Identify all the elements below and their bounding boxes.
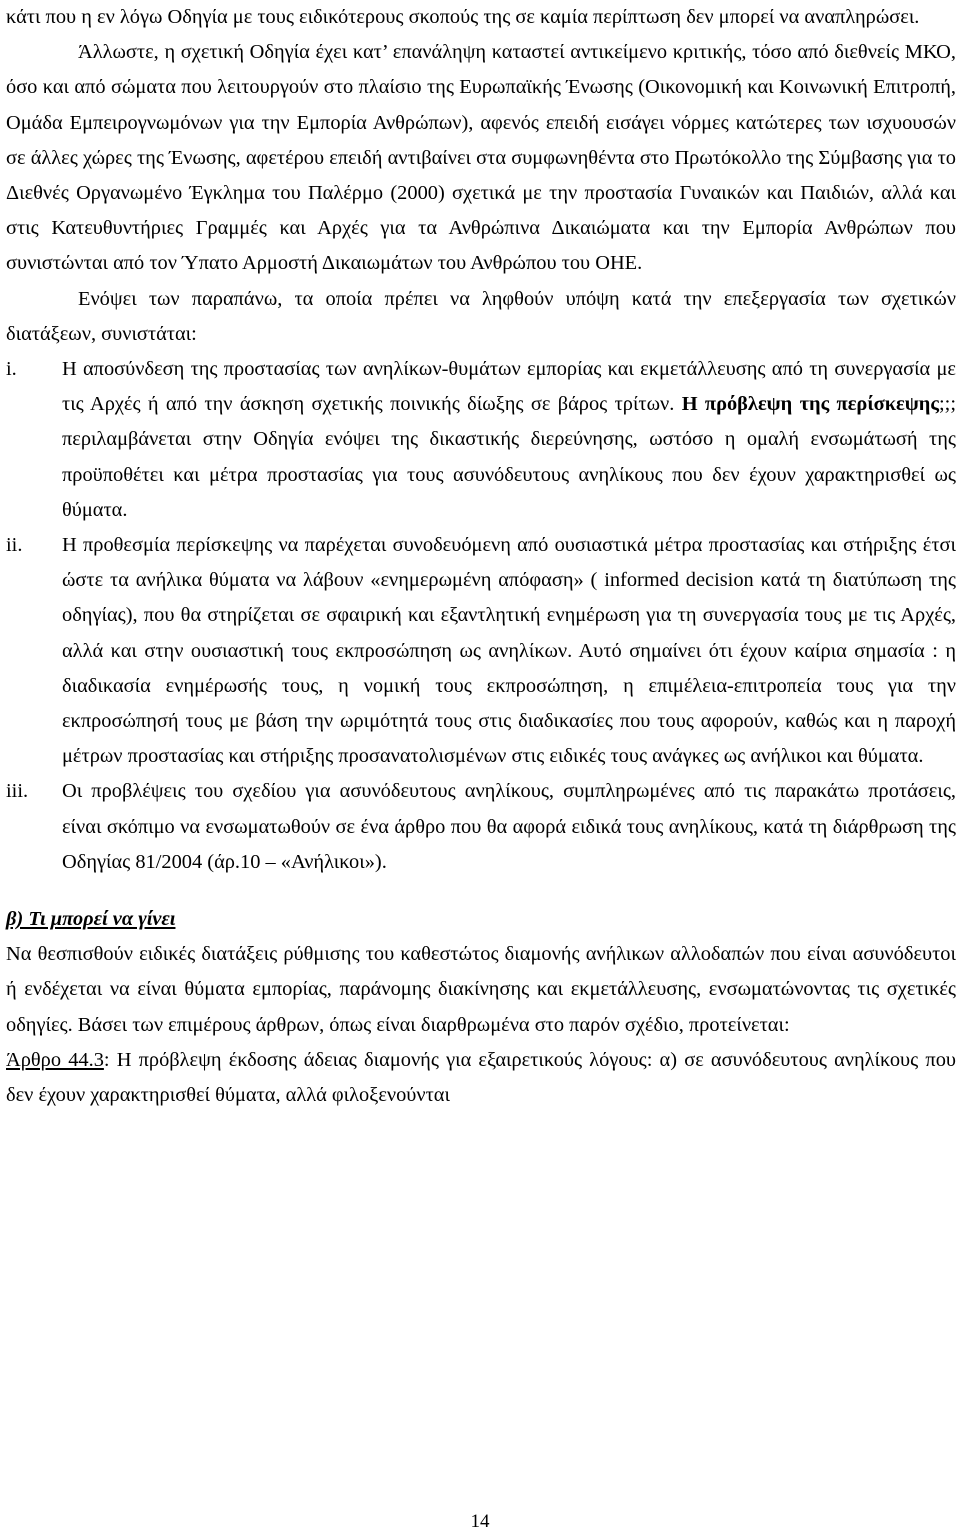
bold-phrase: Η πρόβλεψη της περίσκεψης xyxy=(681,393,939,416)
paragraph-criticism: Άλλωστε, η σχετική Οδηγία έχει κατ’ επανάληψη καταστεί αντικείμενο κριτικής, τόσο από διεθνείς ΜΚΟ, όσο και από σώματα που λειτουργούν στο πλαίσιο της Ευρωπαϊκής Ένωσης (Οικονομική και Κοινωνική Επιτροπή, Ομάδα Εμπειρογνωμόνων για την Εμπορία Ανθρώπων), αφενός επειδή εισάγει νόρμες κατώτερες των ισχυουσών σε άλλες χώρες της Ένωσης, αφετέρου επειδή αντιβαίνει στα συμφωνηθέντα στο Πρωτόκολλο της Σύμβασης για το Διεθνές Οργανωμένο Έγκλημα του Παλέρμο (2000) σχετικά με την προστασία Γυναικών και Παιδιών, αλλά και στις Κατευθυντήριες Γραμμές και Αρχές για τα Ανθρώπινα Δικαιώματα και την Εμπορία Ανθρώπων που συνιστώνται από τον Ύπατο Αρμοστή Δικαιωμάτων του Ανθρώπου του ΟΗΕ. xyxy=(6,41,956,275)
paragraph-recommendation-intro: Ενόψει των παραπάνω, τα οποία πρέπει να ληφθούν υπόψη κατά την επεξεργασία των σχετικών διατάξεων, συνιστάται: xyxy=(6,287,956,345)
section-gap xyxy=(6,880,956,902)
list-item-text: Η αποσύνδεση της προστασίας των ανηλίκων-θυμάτων εμπορίας και εκμετάλλευσης από τη συνεργασία με τις Αρχές ή από την άσκηση σχετικής ποινικής δίωξης σε βάρος τρίτων. Η πρόβλεψη της περίσκεψης;;; περιλαμβάνεται στην Οδηγία ενόψει της δικαστικής διερεύνησης, ωστόσο η ομαλή ενσωμάτωσή της προϋποθέτει και μέτρα προστασίας για τους ασυνόδευτους ανηλίκους που δεν έχουν χαρακτηρισθεί ως θύματα. xyxy=(62,358,956,521)
document-page xyxy=(6,0,956,1113)
top-fragment: κάτι που η εν λόγω Οδηγία με τους ειδικότερους σκοπούς της σε καμία περίπτωση δεν μπορεί να αναπληρώσει. xyxy=(6,6,920,28)
paragraph-proposal: Να θεσπισθούν ειδικές διατάξεις ρύθμισης του καθεστώτος διαμονής ανήλικων αλλοδαπών που είναι ασυνόδευτοι ή ενδέχεται να είναι θύματα εμπορίας, παράνομης διακίνησης και εκμετάλλευσης, ενσωματώνοντας τις σχετικές οδηγίες. Βάσει των επιμέρους άρθρων, όπως είναι διαρθρωμένα στο παρόν σχέδιο, προτείνεται: xyxy=(6,943,956,1036)
list-item-number: ii. xyxy=(6,534,23,557)
paragraph-article: Άρθρο 44.3: Η πρόβλεψη έκδοσης άδειας διαμονής για εξαιρετικούς λόγους: α) σε ασυνόδευτους ανηλίκους που δεν έχουν χαρακτηρισθεί θύματα, αλλά φιλοξενούνται xyxy=(6,1048,956,1107)
page-number: 14 xyxy=(470,1511,490,1532)
list-item-number: i. xyxy=(6,358,17,381)
list-item xyxy=(6,774,956,880)
list-item-text: Η προθεσμία περίσκεψης να παρέχεται συνοδευόμενη από ουσιαστικά μέτρα προστασίας και στήριξης έτσι ώστε τα ανήλικα θύματα να λάβουν «ενημερωμένη απόφαση» ( informed decision κατά τη διατύπωση της οδηγίας), που θα στηρίζεται σε σφαιρική και εξαντλητική ενημέρωση για τη συνεργασία τους με τις Αρχές, αλλά και στην ουσιαστική τους εκπροσώπηση ως ανηλίκων. Αυτό σημαίνει ότι έχουν καίρια σημασία : η διαδικασία ενημέρωσής τους, η νομική τους εκπροσώπηση, η επιμέλεια-επιτροπεία τους για την εκπροσώπησή τους με βάση την ωριμότητά τους στις διαδικασίες που τους αφορούν, καθώς και η παροχή μέτρων προστασίας και στήριξης προσανατολισμένων στις ειδικές τους ανάγκες ως ανήλικοι και θύματα. xyxy=(62,534,956,768)
section-heading: β) Τι μπορεί να γίνει xyxy=(6,908,176,931)
list-item-number: iii. xyxy=(6,780,29,803)
list-item xyxy=(6,528,956,774)
list-item-text: Οι προβλέψεις του σχεδίου για ασυνόδευτους ανηλίκους, συμπληρωμένες από τις παρακάτω προτάσεις, είναι σκόπιμο να ενσωματωθούν σε ένα άρθρο που θα αφορά ειδικά τους ανηλίκους, κατά τη διάρθρωση της Οδηγίας 81/2004 (άρ.10 – «Ανήλικοι»). xyxy=(62,780,956,873)
article-reference: Άρθρο 44.3 xyxy=(6,1048,104,1071)
list-item xyxy=(6,352,956,528)
